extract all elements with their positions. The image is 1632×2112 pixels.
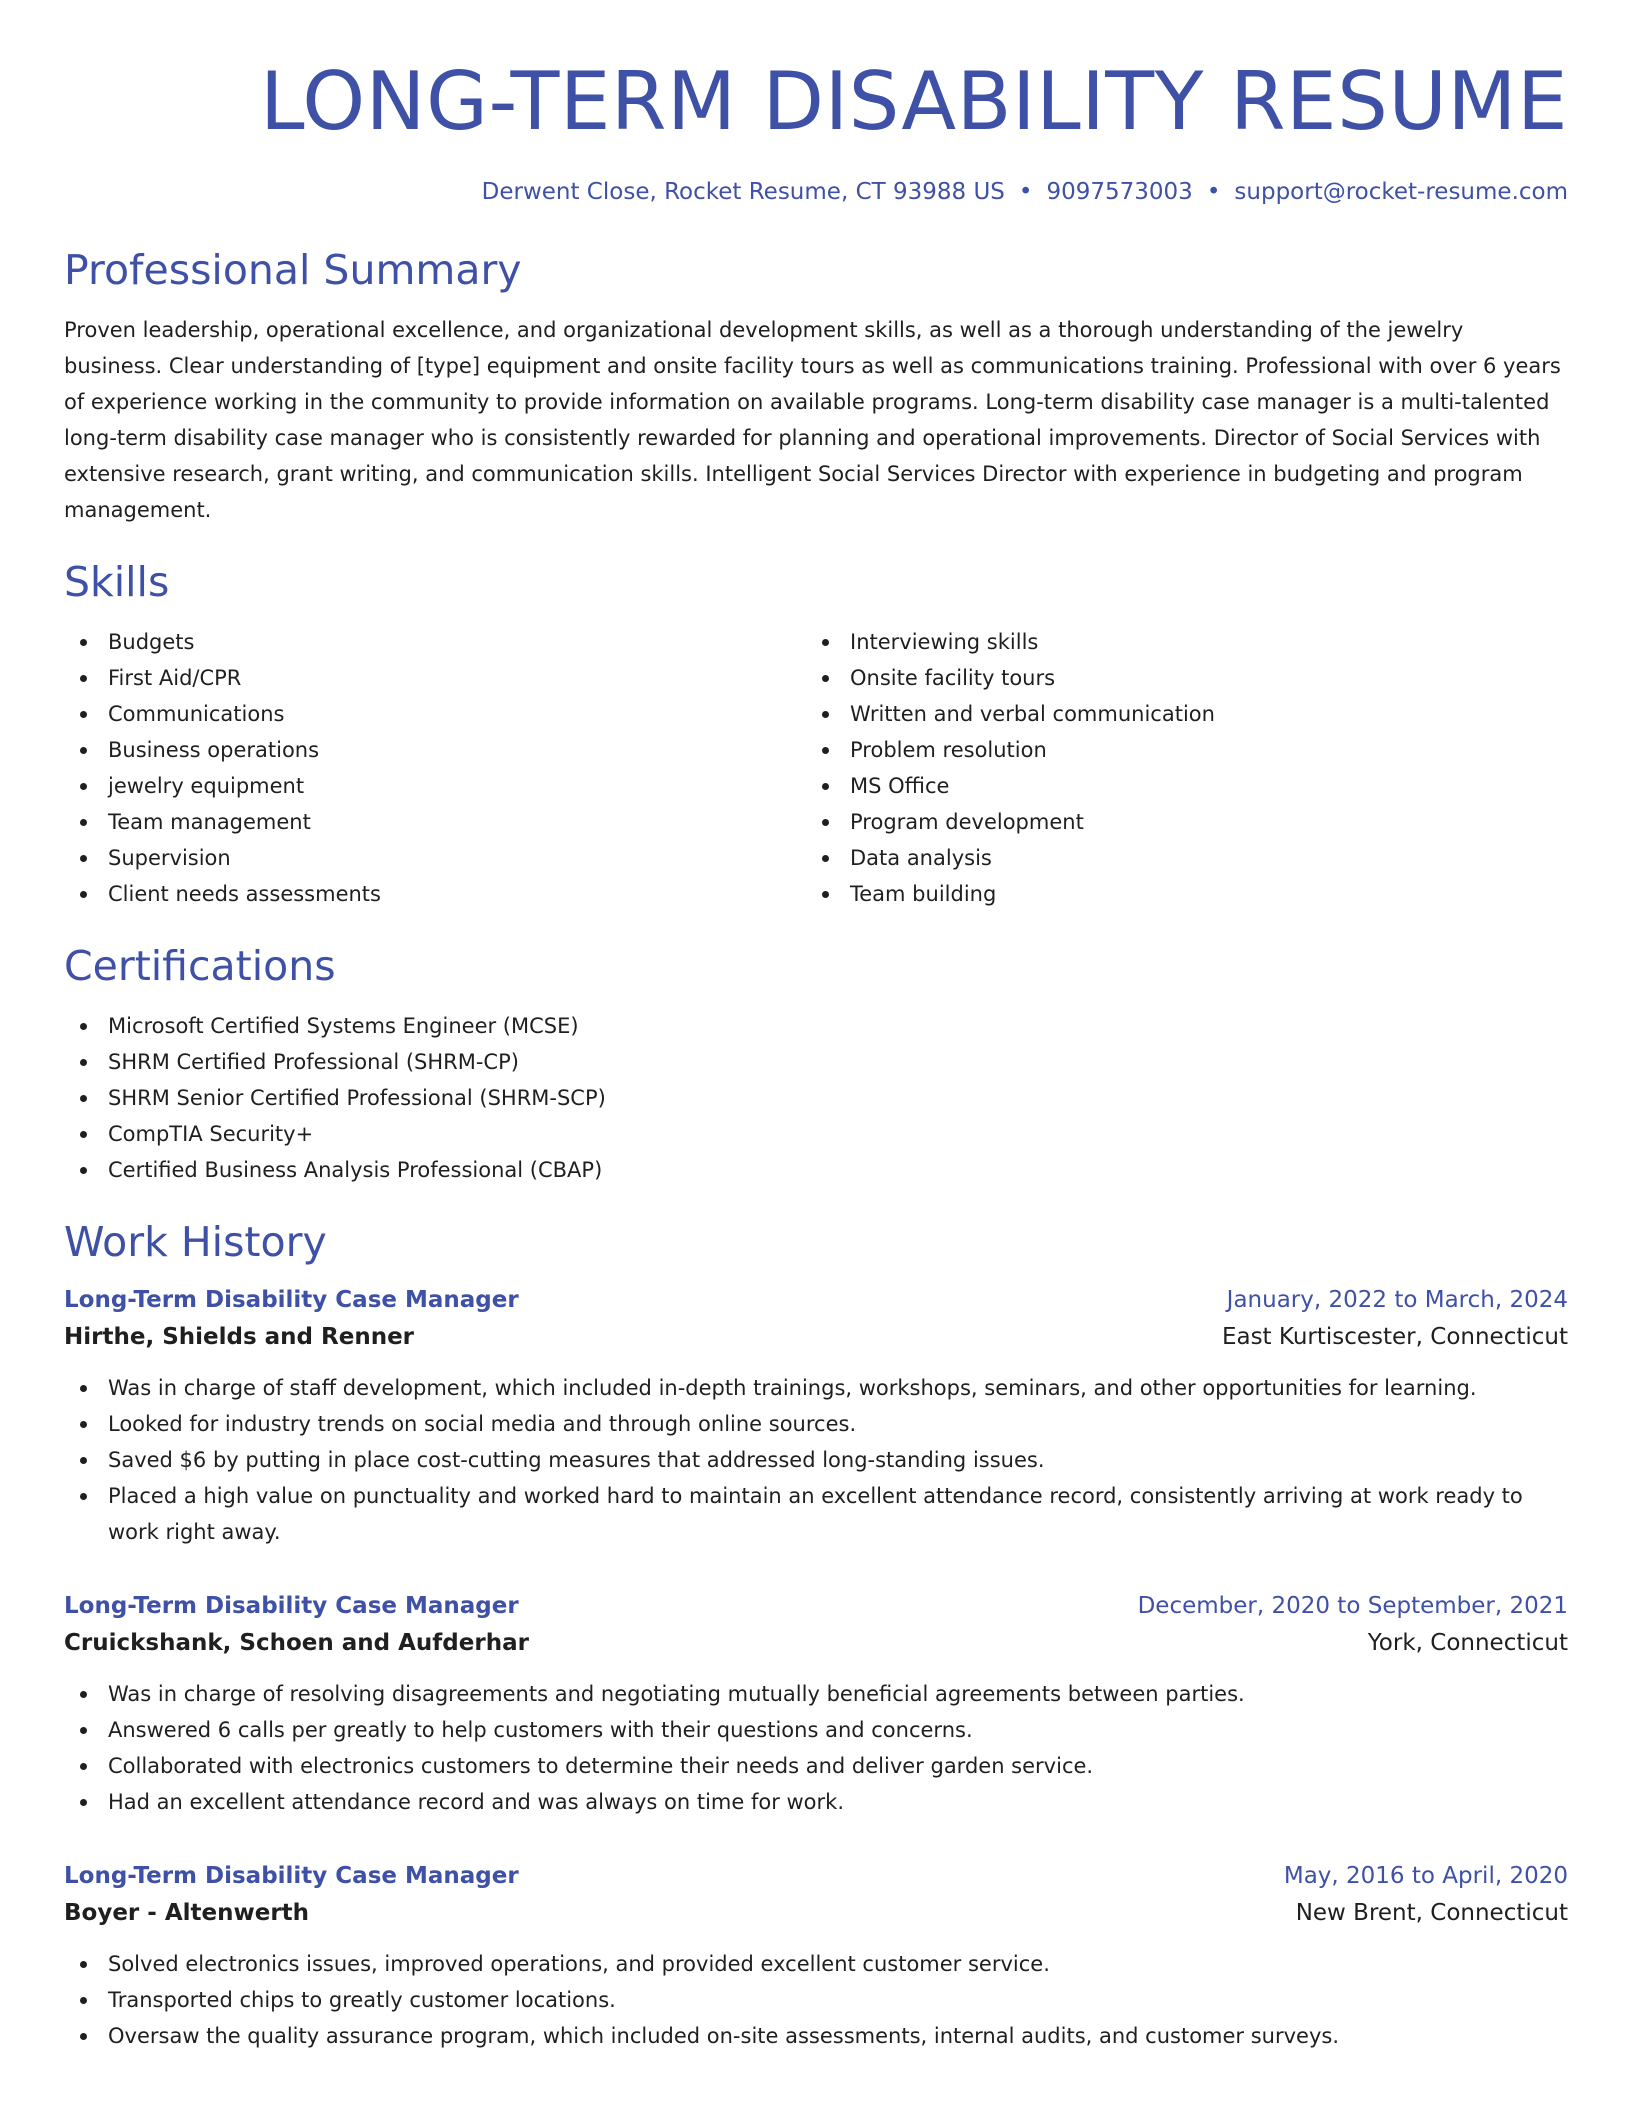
skill-item: Business operations bbox=[64, 732, 806, 768]
job-bullet: Had an excellent attendance record and was always on time for work. bbox=[64, 1784, 1568, 1820]
job-bullets bbox=[64, 1676, 1568, 1820]
work-history-heading: Work History bbox=[64, 1218, 327, 1266]
skill-item: Team management bbox=[64, 804, 806, 840]
job-location: New Brent, Connecticut bbox=[1295, 1900, 1568, 1926]
job-bullet: Was in charge of staff development, which included in-depth trainings, workshops, seminars, and other opportunities for learning. bbox=[64, 1370, 1568, 1406]
job-company-row bbox=[64, 1624, 1568, 1662]
job-dates: January, 2022 to March, 2024 bbox=[1226, 1287, 1568, 1313]
job-entry bbox=[64, 1282, 1568, 1550]
skills-column-left bbox=[64, 624, 806, 912]
job-company: Cruickshank, Schoen and Aufderhar bbox=[64, 1630, 529, 1656]
certification-item: Certified Business Analysis Professional (CBAP) bbox=[64, 1152, 1568, 1188]
certifications-heading: Certifications bbox=[64, 942, 336, 990]
job-bullet: Transported chips to greatly customer locations. bbox=[64, 1982, 1568, 2018]
contact-separator: • bbox=[1018, 179, 1033, 205]
skill-item: Client needs assessments bbox=[64, 876, 806, 912]
skill-item: jewelry equipment bbox=[64, 768, 806, 804]
job-title-row bbox=[64, 1858, 1568, 1894]
skills-list-left bbox=[64, 624, 806, 912]
skill-item: Data analysis bbox=[806, 840, 1548, 876]
skill-item: MS Office bbox=[806, 768, 1548, 804]
skills-columns bbox=[64, 624, 1568, 912]
resume-page bbox=[64, 0, 1568, 2054]
skills-column-right bbox=[806, 624, 1548, 912]
certification-item: SHRM Certified Professional (SHRM-CP) bbox=[64, 1044, 1568, 1080]
job-company-row bbox=[64, 1894, 1568, 1932]
job-bullet: Collaborated with electronics customers to determine their needs and deliver garden service. bbox=[64, 1748, 1568, 1784]
skill-item: Problem resolution bbox=[806, 732, 1548, 768]
job-bullets bbox=[64, 1946, 1568, 2054]
job-dates: May, 2016 to April, 2020 bbox=[1283, 1863, 1568, 1889]
job-entry bbox=[64, 1588, 1568, 1820]
job-bullet: Looked for industry trends on social media and through online sources. bbox=[64, 1406, 1568, 1442]
certification-item: Microsoft Certified Systems Engineer (MCSE) bbox=[64, 1008, 1568, 1044]
skill-item: Interviewing skills bbox=[806, 624, 1548, 660]
summary-heading: Professional Summary bbox=[64, 246, 522, 294]
job-title-row bbox=[64, 1588, 1568, 1624]
summary-text: Proven leadership, operational excellence, and organizational development skills, as well as a thorough understanding of the jewelry business. Clear understanding of [type] equipment and onsite facility tours as well as communications training. Professional with over 6 years of experience working in the community to provide information on available programs. Long-term disability case manager is a multi-talented long-term disability case manager who is consistently rewarded for planning and operational improvements. Director of Social Services with extensive research, grant writing, and communication skills. Intelligent Social Services Director with experience in budgeting and program management. bbox=[64, 318, 1561, 522]
job-title: Long-Term Disability Case Manager bbox=[64, 1863, 519, 1889]
skill-item: Communications bbox=[64, 696, 806, 732]
job-bullet: Solved electronics issues, improved operations, and provided excellent customer service. bbox=[64, 1946, 1568, 1982]
job-title: Long-Term Disability Case Manager bbox=[64, 1593, 519, 1619]
job-location: York, Connecticut bbox=[1367, 1630, 1568, 1656]
contact-phone: 9097573003 bbox=[1046, 179, 1193, 205]
job-bullet: Placed a high value on punctuality and worked hard to maintain an excellent attendance record, consistently arriving at work ready to work right away. bbox=[64, 1478, 1568, 1550]
skills-heading: Skills bbox=[64, 558, 170, 606]
contact-address: Derwent Close, Rocket Resume, CT 93988 US bbox=[481, 179, 1005, 205]
skill-item: Team building bbox=[806, 876, 1548, 912]
certifications-list bbox=[64, 1008, 1568, 1188]
job-bullet: Was in charge of resolving disagreements and negotiating mutually beneficial agreements between parties. bbox=[64, 1676, 1568, 1712]
job-bullets bbox=[64, 1370, 1568, 1550]
skill-item: First Aid/CPR bbox=[64, 660, 806, 696]
job-bullet: Saved $6 by putting in place cost-cutting measures that addressed long-standing issues. bbox=[64, 1442, 1568, 1478]
contact-line bbox=[64, 176, 1568, 208]
job-bullet: Answered 6 calls per greatly to help customers with their questions and concerns. bbox=[64, 1712, 1568, 1748]
job-company: Boyer - Altenwerth bbox=[64, 1900, 310, 1926]
skills-list-right bbox=[806, 624, 1548, 912]
job-title-row bbox=[64, 1282, 1568, 1318]
skill-item: Supervision bbox=[64, 840, 806, 876]
skill-item: Program development bbox=[806, 804, 1548, 840]
job-title: Long-Term Disability Case Manager bbox=[64, 1287, 519, 1313]
contact-separator: • bbox=[1206, 179, 1221, 205]
certification-item: CompTIA Security+ bbox=[64, 1116, 1568, 1152]
job-entry bbox=[64, 1858, 1568, 2054]
skill-item: Written and verbal communication bbox=[806, 696, 1548, 732]
skill-item: Onsite facility tours bbox=[806, 660, 1548, 696]
certification-item: SHRM Senior Certified Professional (SHRM-SCP) bbox=[64, 1080, 1568, 1116]
job-location: East Kurtiscester, Connecticut bbox=[1221, 1324, 1568, 1350]
job-bullet: Oversaw the quality assurance program, which included on-site assessments, internal audits, and customer surveys. bbox=[64, 2018, 1568, 2054]
skill-item: Budgets bbox=[64, 624, 806, 660]
job-dates: December, 2020 to September, 2021 bbox=[1137, 1593, 1568, 1619]
contact-email[interactable]: support@rocket-resume.com bbox=[1234, 179, 1568, 205]
job-company-row bbox=[64, 1318, 1568, 1356]
job-company: Hirthe, Shields and Renner bbox=[64, 1324, 415, 1350]
resume-title: LONG-TERM DISABILITY RESUME bbox=[259, 55, 1568, 148]
